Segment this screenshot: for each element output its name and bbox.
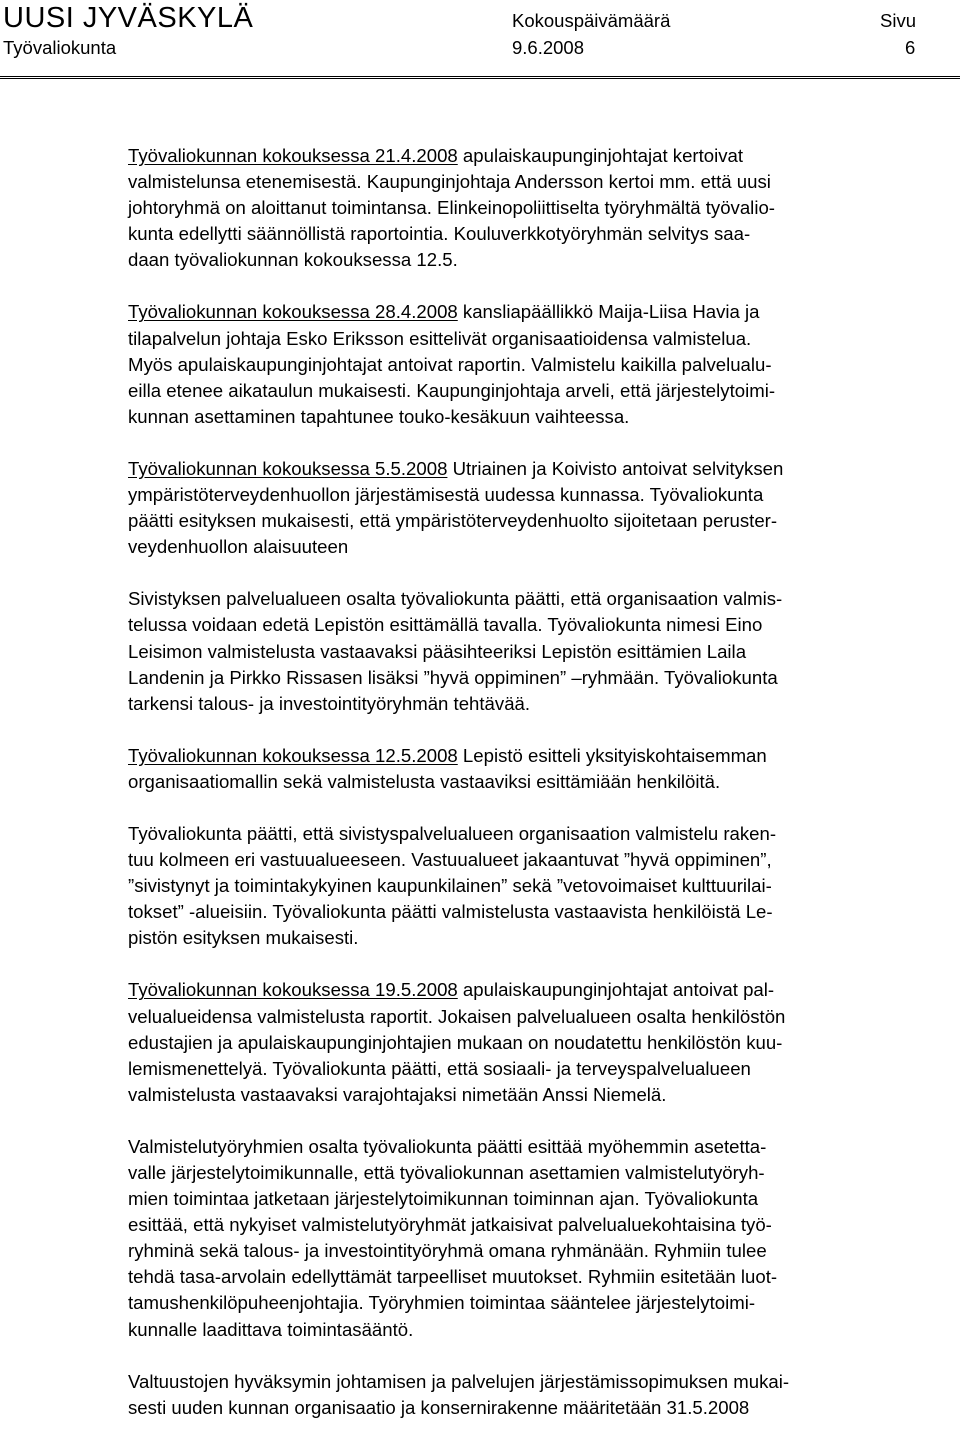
paragraph [128,743,944,795]
line-text: ympäristöterveydenhuollon järjestämisestä uudessa kunnassa. Työvaliokunta [128,484,764,506]
text-line [128,586,944,612]
text-line [128,1369,944,1395]
page-number-label: Sivu [880,10,916,31]
paragraph [128,586,944,716]
meeting-reference: Työvaliokunnan kokouksessa 21.4.2008 [128,145,458,166]
text-line [128,769,944,795]
line-text: pistön esityksen mukaisesti. [128,927,359,949]
text-line [128,404,944,430]
paragraph [128,143,944,273]
line-text: apulaiskaupunginjohtajat antoivat pal- [457,979,775,1001]
line-text: mien toimintaa jatketaan järjestelytoimikunnan toiminnan ajan. Työvaliokunta [128,1188,759,1210]
paragraph [128,821,944,951]
unit-name: Työvaliokunta [3,37,117,58]
text-line [128,1134,944,1160]
text-line [128,1290,944,1316]
text-line [128,1160,944,1186]
text-line [128,482,944,508]
line-text: tehdä tasa-arvolain edellyttämät tarpeelliset muutokset. Ryhmiin esitetään luot- [128,1266,778,1288]
meeting-reference: Työvaliokunnan kokouksessa 19.5.2008 [128,979,458,1001]
text-line [128,665,944,691]
text-line [128,1212,944,1238]
text-line [128,534,944,560]
text-line [128,873,944,899]
line-text: tuu kolmeen eri vastuualueeseen. Vastuualueet jakaantuvat ”hyvä oppiminen”, [128,849,772,871]
paragraph-spacer [128,951,944,977]
text-line [128,977,944,1003]
line-text: Lepistö esitteli yksityiskohtaisemman [457,744,767,766]
header-divider [0,76,960,79]
paragraph [128,456,944,560]
line-text: eilla etenee aikataulun mukaisesti. Kaupunginjohtaja arveli, että järjestelytoimi- [128,379,776,401]
text-line [128,847,944,873]
line-text: kunnalle laadittava toimintasääntö. [128,1318,414,1340]
line-text: telussa voidaan edetä Lepistön esittämällä tavalla. Työvaliokunta nimesi Eino [128,614,763,636]
line-text: Landenin ja Pirkko Rissasen lisäksi ”hyvä oppiminen” –ryhmään. Työvaliokunta [128,666,778,688]
meeting-reference: Työvaliokunnan kokouksessa 12.5.2008 [128,744,458,766]
text-line [128,299,944,325]
text-line [128,691,944,717]
line-text: kunta edellytti säännöllistä raportointia. Kouluverkkotyöryhmän selvitys saa- [128,223,751,245]
line-text: Leisimon valmistelusta vastaavaksi pääsihteeriksi Lepistön esittämien Laila [128,640,747,662]
paragraph-spacer [128,1343,944,1369]
paragraph-spacer [128,1108,944,1134]
line-text: päätti esityksen mukaisesti, että ympäristöterveydenhuolto sijoitetaan peruster- [128,510,778,532]
line-text: sesti uuden kunnan organisaatio ja konsernirakenne määritetään 31.5.2008 [128,1396,750,1418]
paragraph [128,977,944,1107]
line-text: daan työvaliokunnan kokouksessa 12.5. [128,249,458,271]
line-text: johtoryhmä on aloittanut toimintansa. Elinkeinopoliittiselta työryhmältä työvalio- [128,197,775,219]
line-text: kunnan asettaminen tapahtunee touko-kesäkuun vaihteessa. [128,405,630,427]
page-number-value: 6 [905,37,916,58]
meeting-date-value: 9.6.2008 [512,37,585,58]
text-line [128,612,944,638]
text-line [128,352,944,378]
text-line [128,247,944,273]
line-text: kansliapäällikkö Maija-Liisa Havia ja [457,301,760,323]
text-line [128,508,944,534]
text-line [128,1238,944,1264]
line-text: Sivistyksen palvelualueen osalta työvaliokunta päätti, että organisaation valmis- [128,588,783,610]
paragraph-spacer [128,795,944,821]
paragraph-spacer [128,273,944,299]
meeting-reference: Työvaliokunnan kokouksessa 28.4.2008 [128,301,458,323]
line-text: Myös apulaiskaupunginjohtajat antoivat raportin. Valmistelu kaikilla palvelualu- [128,353,772,375]
paragraph-spacer [128,560,944,586]
line-text: esittää, että nykyiset valmistelutyöryhmät jatkaisivat palvelualuekohtaisina työ- [128,1214,772,1236]
text-line [128,821,944,847]
line-text: valle järjestelytoimikunnalle, että työvaliokunnan asettamien valmistelutyöryh- [128,1162,765,1183]
text-line [128,221,944,247]
line-text: Valtuustojen hyväksymin johtamisen ja palvelujen järjestämissopimuksen mukai- [128,1370,790,1392]
line-text: tamushenkilöpuheenjohtajia. Työryhmien toimintaa sääntelee järjestelytoimi- [128,1292,756,1314]
paragraph [128,299,944,429]
text-line [128,1186,944,1212]
text-line [128,1395,944,1421]
line-text: organisaatiomallin sekä valmistelusta vastaaviksi esittämiään henkilöitä. [128,770,721,792]
text-line [128,1004,944,1030]
line-text: ryhminä sekä talous- ja investointityöryhmä omana ryhmänään. Ryhmiin tulee [128,1240,767,1262]
line-text: Utriainen ja Koivisto antoivat selvityksen [447,457,784,479]
line-text: apulaiskaupunginjohtajat kertoivat [457,145,744,166]
text-line [128,169,944,195]
text-line [128,639,944,665]
text-line [128,1264,944,1290]
paragraph [128,1134,944,1343]
line-text: Valmistelutyöryhmien osalta työvaliokunta päätti esittää myöhemmin asetetta- [128,1135,767,1157]
paragraph-spacer [128,717,944,743]
line-text: lemismenettelyä. Työvaliokunta päätti, että sosiaali- ja terveyspalvelualueen [128,1057,751,1079]
line-text: tokset” -alueisiin. Työvaliokunta päätti valmistelusta vastaavista henkilöistä Le- [128,901,773,923]
line-text: velualueidensa valmistelusta raportit. Jokaisen palvelualueen osalta henkilöstön [128,1005,786,1027]
text-line [128,1082,944,1108]
text-line [128,925,944,951]
line-text: ”sivistynyt ja toimintakykyinen kaupunkilainen” sekä ”vetovoimaiset kulttuurilai- [128,875,772,897]
meeting-date-label: Kokouspäivämäärä [512,10,671,31]
text-line [128,143,944,169]
text-line [128,899,944,925]
text-line [128,743,944,769]
line-text: edustajien ja apulaiskaupunginjohtajien mukaan on noudatettu henkilöstön kuu- [128,1031,783,1053]
line-text: valmistelunsa etenemisestä. Kaupunginjohtaja Andersson kertoi mm. että uusi [128,171,771,193]
line-text: veydenhuollon alaisuuteen [128,536,349,558]
line-text: tilapalvelun johtaja Esko Eriksson esittelivät organisaatioidensa valmistelua. [128,327,752,349]
line-text: Työvaliokunta päätti, että sivistyspalvelualueen organisaation valmistelu raken- [128,822,777,844]
organization-name: UUSI JYVÄSKYLÄ [3,2,254,34]
text-line [128,326,944,352]
paragraph [128,1369,944,1421]
line-text: valmistelusta vastaavaksi varajohtajaksi nimetään Anssi Niemelä. [128,1083,667,1105]
text-line [128,1056,944,1082]
line-text: tarkensi talous- ja investointityöryhmän tehtävää. [128,692,531,714]
paragraph-spacer [128,430,944,456]
document-body [128,143,944,1421]
text-line [128,1317,944,1343]
meeting-reference: Työvaliokunnan kokouksessa 5.5.2008 [128,457,448,479]
text-line [128,378,944,404]
page-header [0,0,960,80]
text-line [128,195,944,221]
text-line [128,456,944,482]
text-line [128,1030,944,1056]
